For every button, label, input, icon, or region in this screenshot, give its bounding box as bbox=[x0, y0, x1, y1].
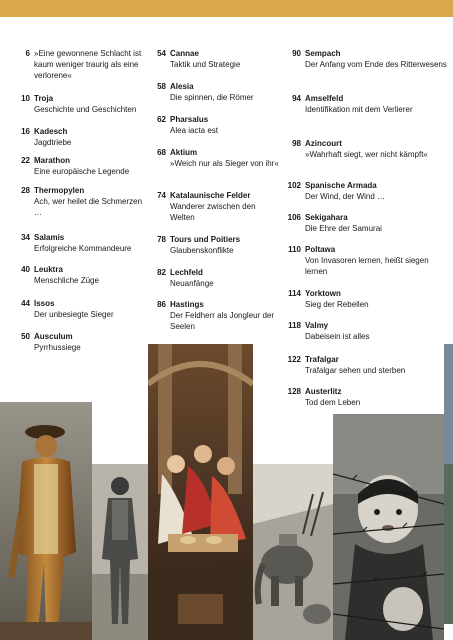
entry-subtitle: Ach, wer heilet die Schmerzen … bbox=[34, 197, 143, 217]
page-number: 122 bbox=[287, 355, 301, 364]
toc-entry[interactable] bbox=[151, 48, 279, 70]
toc-entry[interactable] bbox=[151, 147, 279, 169]
page-number: 110 bbox=[288, 245, 301, 254]
entry-subtitle: Dabeisein ist alles bbox=[305, 332, 370, 341]
page-number: 54 bbox=[157, 49, 166, 58]
entry-subtitle: Jagdtriebe bbox=[34, 138, 72, 147]
entry-title: Hastings bbox=[170, 300, 204, 309]
entry-subtitle: Erfolgreiche Kommandeure bbox=[34, 244, 132, 253]
page-number: 78 bbox=[157, 235, 166, 244]
page-number: 102 bbox=[287, 181, 301, 190]
toc-entry[interactable] bbox=[151, 234, 279, 256]
entry-subtitle: Der Anfang vom Ende des Ritterwesens bbox=[305, 60, 447, 69]
entry-title: Issos bbox=[34, 299, 55, 308]
entry-title: Leuktra bbox=[34, 265, 63, 274]
entry-subtitle: Geschichte und Geschichten bbox=[34, 105, 137, 114]
entry-title: Austerlitz bbox=[305, 387, 342, 396]
toc-entry[interactable] bbox=[151, 190, 279, 223]
entry-title: Troja bbox=[34, 94, 54, 103]
page-number: 62 bbox=[157, 115, 166, 124]
page-number: 6 bbox=[25, 49, 30, 58]
entry-title: Sempach bbox=[305, 49, 341, 58]
toc-entry[interactable] bbox=[6, 232, 148, 254]
entry-title: Amselfeld bbox=[305, 94, 344, 103]
toc-entry[interactable] bbox=[6, 155, 148, 177]
entry-title: Poltawa bbox=[305, 245, 336, 254]
toc-entry[interactable] bbox=[151, 114, 279, 136]
page-number: 68 bbox=[157, 148, 166, 157]
page-number: 44 bbox=[21, 299, 30, 308]
page-number: 74 bbox=[157, 191, 166, 200]
entry-title: Thermopylen bbox=[34, 186, 85, 195]
toc-entry[interactable] bbox=[6, 298, 148, 320]
entry-subtitle: Wanderer zwischen den Welten bbox=[170, 202, 256, 222]
entry-title: Salamis bbox=[34, 233, 65, 242]
entry-subtitle: Pyrrhussiege bbox=[34, 343, 81, 352]
page-number: 118 bbox=[288, 321, 301, 330]
page-number: 86 bbox=[157, 300, 166, 309]
entry-subtitle: Der unbesiegte Sieger bbox=[34, 310, 114, 319]
toc-entry[interactable] bbox=[151, 267, 279, 289]
page-number: 94 bbox=[292, 94, 301, 103]
toc-entry[interactable] bbox=[283, 288, 448, 310]
entry-title: Cannae bbox=[170, 49, 199, 58]
baroque-painting-photo bbox=[148, 344, 253, 640]
page-number: 10 bbox=[21, 94, 30, 103]
worker-photo bbox=[92, 464, 148, 640]
entry-title: Lechfeld bbox=[170, 268, 203, 277]
photo-collage bbox=[0, 344, 453, 640]
entry-title: Alesia bbox=[170, 82, 194, 91]
page-number: 114 bbox=[288, 289, 301, 298]
entry-title: Tours und Poitiers bbox=[170, 235, 241, 244]
toc-entry[interactable] bbox=[6, 264, 148, 286]
page-number: 90 bbox=[292, 49, 301, 58]
entry-subtitle: Der Feldherr als Jongleur der Seelen bbox=[170, 311, 275, 331]
entry-subtitle: Die Ehre der Samurai bbox=[305, 224, 382, 233]
entry-title: Yorktown bbox=[305, 289, 341, 298]
entry-subtitle: Taktik und Strategie bbox=[170, 60, 241, 69]
page-number: 28 bbox=[21, 186, 30, 195]
page-number: 50 bbox=[21, 332, 30, 341]
elephant-battle-engraving bbox=[253, 464, 333, 640]
entry-subtitle: Menschliche Züge bbox=[34, 276, 99, 285]
toc-entry[interactable] bbox=[283, 93, 448, 115]
toc-entry[interactable] bbox=[6, 48, 148, 81]
entry-subtitle: »Weich nur als Sieger von ihr« bbox=[170, 159, 279, 168]
entry-title: Valmy bbox=[305, 321, 329, 330]
children-barbed-wire-photo bbox=[333, 414, 444, 640]
entry-subtitle: Sieg der Rebellen bbox=[305, 300, 369, 309]
entry-title: Spanische Armada bbox=[305, 181, 377, 190]
entry-subtitle: Identifikation mit dem Verlierer bbox=[305, 105, 413, 114]
entry-title: Kadesch bbox=[34, 127, 68, 136]
entry-subtitle: Alea iacta est bbox=[170, 126, 219, 135]
page-number: 40 bbox=[21, 265, 30, 274]
toc-entry[interactable] bbox=[283, 138, 448, 160]
toc-entry[interactable] bbox=[6, 93, 148, 115]
entry-subtitle: »Wahrhaft siegt, wer nicht kämpft« bbox=[305, 150, 428, 159]
toc-entry[interactable] bbox=[6, 126, 148, 148]
entry-subtitle: Tod dem Leben bbox=[305, 398, 361, 407]
page-number: 128 bbox=[287, 387, 301, 396]
entry-subtitle: Von Invasoren lernen, heißt siegen lernen bbox=[305, 256, 429, 276]
entry-subtitle: Die spinnen, die Römer bbox=[170, 93, 254, 102]
toc-entry[interactable] bbox=[283, 212, 448, 234]
toc-entry[interactable] bbox=[283, 48, 448, 70]
page-number: 58 bbox=[157, 82, 166, 91]
page-number: 106 bbox=[287, 213, 301, 222]
entry-title: Pharsalus bbox=[170, 115, 209, 124]
page-number: 34 bbox=[21, 233, 30, 242]
entry-subtitle: Trafalgar sehen und sterben bbox=[305, 366, 406, 375]
toc-entry[interactable] bbox=[151, 299, 279, 332]
entry-title: Sekigahara bbox=[305, 213, 348, 222]
toc-entry[interactable] bbox=[283, 244, 448, 277]
entry-title: Trafalgar bbox=[305, 355, 339, 364]
top-accent-band bbox=[0, 0, 453, 17]
entry-subtitle: Neuanfänge bbox=[170, 279, 214, 288]
edge-photo bbox=[444, 344, 453, 624]
entry-title: Ausculum bbox=[34, 332, 73, 341]
entry-title: Aktium bbox=[170, 148, 198, 157]
entry-title: Azincourt bbox=[305, 139, 342, 148]
entry-subtitle: Eine europäische Legende bbox=[34, 167, 130, 176]
toc-entry[interactable] bbox=[283, 180, 448, 202]
page-number: 82 bbox=[157, 268, 166, 277]
entry-title: Marathon bbox=[34, 156, 70, 165]
page-number: 98 bbox=[292, 139, 301, 148]
toc-entry[interactable] bbox=[6, 185, 148, 218]
soldier-statue-photo bbox=[0, 402, 92, 640]
entry-title: Katalaunische Felder bbox=[170, 191, 251, 200]
page-number: 22 bbox=[21, 156, 30, 165]
entry-subtitle: Glaubenskonflikte bbox=[170, 246, 234, 255]
page-number: 16 bbox=[21, 127, 30, 136]
toc-entry[interactable] bbox=[151, 81, 279, 103]
entry-subtitle: »Eine gewonnene Schlacht ist kaum weniger traurig als eine verlorene« bbox=[34, 49, 142, 80]
toc-entry[interactable] bbox=[283, 320, 448, 342]
entry-subtitle: Der Wind, der Wind … bbox=[305, 192, 386, 201]
